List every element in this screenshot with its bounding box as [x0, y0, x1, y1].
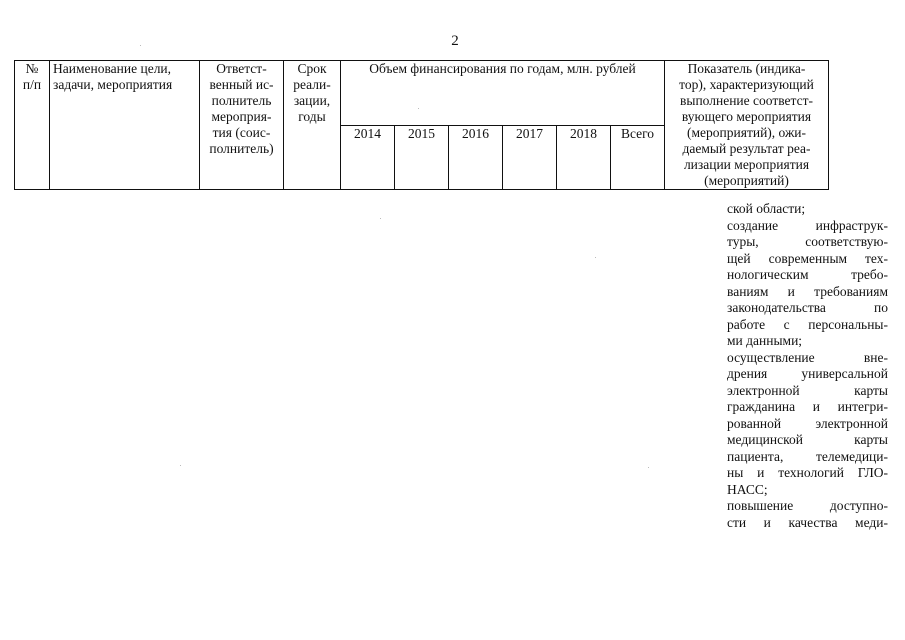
- scan-speck: [595, 257, 596, 258]
- text-line: гражданина и интегри-: [727, 399, 888, 414]
- program-table-header: [14, 60, 829, 190]
- text-line: НАСС;: [727, 481, 768, 497]
- col-header-total: Всего: [611, 125, 665, 190]
- scan-speck: [648, 467, 649, 468]
- col-header-number-line: п/п: [22, 77, 42, 92]
- col-header-term: [284, 61, 341, 190]
- text-line: ми данными;: [727, 333, 803, 348]
- col-header-responsible-line: венный ис-: [209, 77, 274, 92]
- text-line: повышение доступно-: [727, 498, 888, 513]
- text-line: туры, соответствую-: [727, 234, 888, 249]
- col-header-indicator: [665, 61, 829, 190]
- col-header-indicator-line: (мероприятий), ожи-: [687, 125, 806, 140]
- col-header-indicator-line: выполнение соответст-: [680, 93, 813, 108]
- col-header-indicator-line: тор), характеризующий: [679, 77, 814, 92]
- text-line: создание инфраструк-: [727, 217, 888, 233]
- text-line: ской области;: [727, 201, 806, 216]
- col-header-year-2015: 2015: [395, 125, 449, 190]
- page-number: 2: [451, 33, 459, 49]
- text-line: осуществление вне-: [727, 349, 888, 365]
- col-header-responsible-line: полнитель: [211, 93, 272, 108]
- col-header-responsible-line: мероприя-: [211, 109, 272, 124]
- text-line: медицинской карты: [727, 432, 888, 447]
- text-line: щей современным тех-: [727, 250, 888, 266]
- col-header-term-line: реали-: [293, 77, 331, 92]
- col-header-year-2017: 2017: [503, 125, 557, 190]
- col-header-indicator-line: Показатель (индика-: [687, 61, 806, 76]
- indicator-continuation-text: [727, 201, 888, 531]
- text-line: ны и технологий ГЛО-: [727, 465, 888, 480]
- col-header-year-2014: 2014: [341, 125, 395, 190]
- col-header-responsible-line: тия (соис-: [212, 125, 271, 140]
- text-line: рованной электронной: [727, 415, 888, 431]
- col-header-term-line: Срок: [297, 61, 327, 76]
- col-header-number-line: №: [25, 61, 39, 76]
- text-line: электронной карты: [727, 382, 888, 398]
- col-header-indicator-line: даемый результат реа-: [682, 141, 811, 156]
- col-header-year-2016: 2016: [449, 125, 503, 190]
- text-line: сти и качества меди-: [727, 514, 888, 530]
- col-header-term-line: зации,: [293, 93, 331, 108]
- col-header-indicator-line: вующего мероприятия: [681, 109, 812, 124]
- col-header-name-line: Наименование цели,: [53, 61, 172, 76]
- col-header-name-line: задачи, мероприятия: [53, 77, 173, 92]
- text-line: ваниям и требованиям: [727, 283, 888, 299]
- col-header-responsible: [200, 61, 284, 190]
- text-line: законодательства по: [727, 300, 888, 315]
- text-line: дрения универсальной: [727, 366, 888, 381]
- col-header-name: [50, 61, 200, 190]
- scan-speck: [418, 108, 419, 109]
- scan-speck: [140, 45, 141, 46]
- col-header-indicator-line: (мероприятий): [704, 173, 789, 188]
- col-header-responsible-line: полнитель): [209, 141, 274, 156]
- text-line: работе с персональны-: [727, 316, 888, 332]
- col-header-responsible-line: Ответст-: [216, 61, 267, 76]
- col-header-indicator-line: лизации мероприятия: [683, 157, 810, 172]
- scan-speck: [180, 465, 181, 466]
- text-line: нологическим требо-: [727, 267, 888, 282]
- col-header-number: [15, 61, 50, 190]
- text-line: пациента, телемедици-: [727, 448, 888, 464]
- scan-speck: [380, 218, 381, 219]
- col-header-funding: Объем финансирования по годам, млн. рублей: [341, 61, 665, 126]
- col-header-term-line: годы: [298, 109, 326, 124]
- col-header-year-2018: 2018: [557, 125, 611, 190]
